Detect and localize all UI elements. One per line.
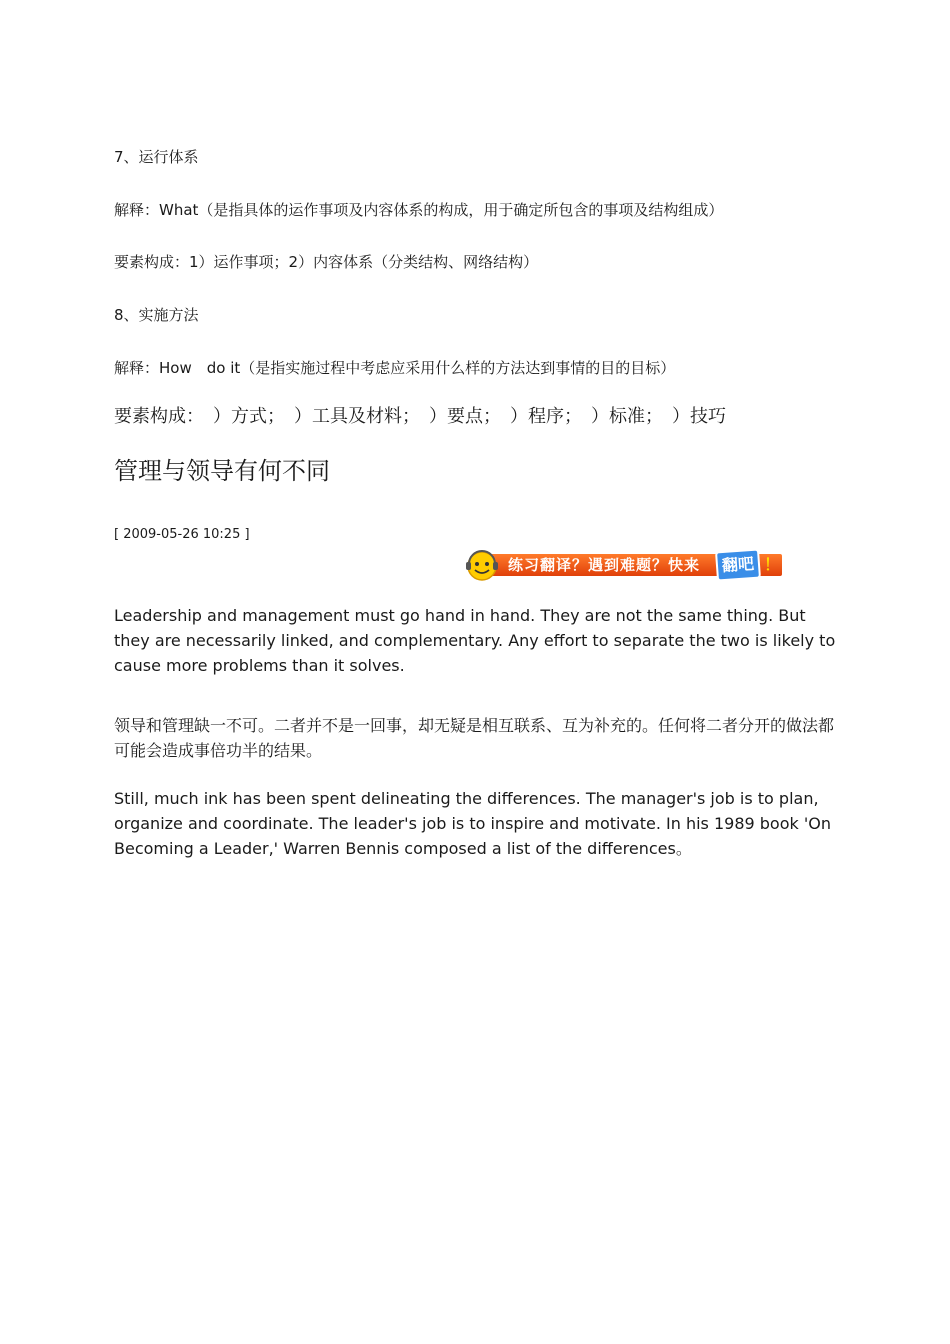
- translation-ad-banner[interactable]: [464, 548, 786, 582]
- section-7-elements: 要素构成：1）运作事项；2）内容体系（分类结构、网络结构）: [114, 253, 539, 271]
- section-8-heading: 8、实施方法: [114, 306, 199, 324]
- section-8-explanation: 解释：How do it（是指实施过程中考虑应采用什么样的方法达到事情的目的目标）: [114, 359, 676, 377]
- banner-text: 练习翻译？遇到难题？快来: [508, 556, 701, 574]
- article-date: [ 2009-05-26 10:25 ]: [114, 527, 250, 542]
- banner-exclamation: ！: [764, 555, 781, 574]
- smiley-headset-icon: [464, 548, 500, 582]
- paragraph-chinese-1: 领导和管理缺一不可。二者并不是一回事，却无疑是相互联系、互为补充的。任何将二者分开的做法都可能会造成事倍功半的结果。: [114, 716, 835, 760]
- section-8-elements: 要素构成： ）方式； ）工具及材料； ）要点； ）程序； ）标准； ）技巧: [114, 406, 726, 427]
- paragraph-english-1: Leadership and management must go hand in hand. They are not the same thing. But they are necessarily linked, and complementary. Any effort to separate the two is likely to cause more problems than it solves.: [114, 606, 836, 675]
- paragraph-english-2: Still, much ink has been spent delineating the differences. The manager's job is to plan, organize and coordinate. The leader's job is to inspire and motivate. In his 1989 book 'On Becoming a Leader,' Warren Bennis composed a list of the differences。: [114, 789, 831, 858]
- section-7-heading: 7、运行体系: [114, 148, 199, 166]
- section-7-explanation: 解释：What（是指具体的运作事项及内容体系的构成，用于确定所包含的事项及结构组成）: [114, 201, 724, 219]
- article-title: 管理与领导有何不同: [114, 457, 330, 485]
- banner-badge: 翻吧: [715, 549, 761, 582]
